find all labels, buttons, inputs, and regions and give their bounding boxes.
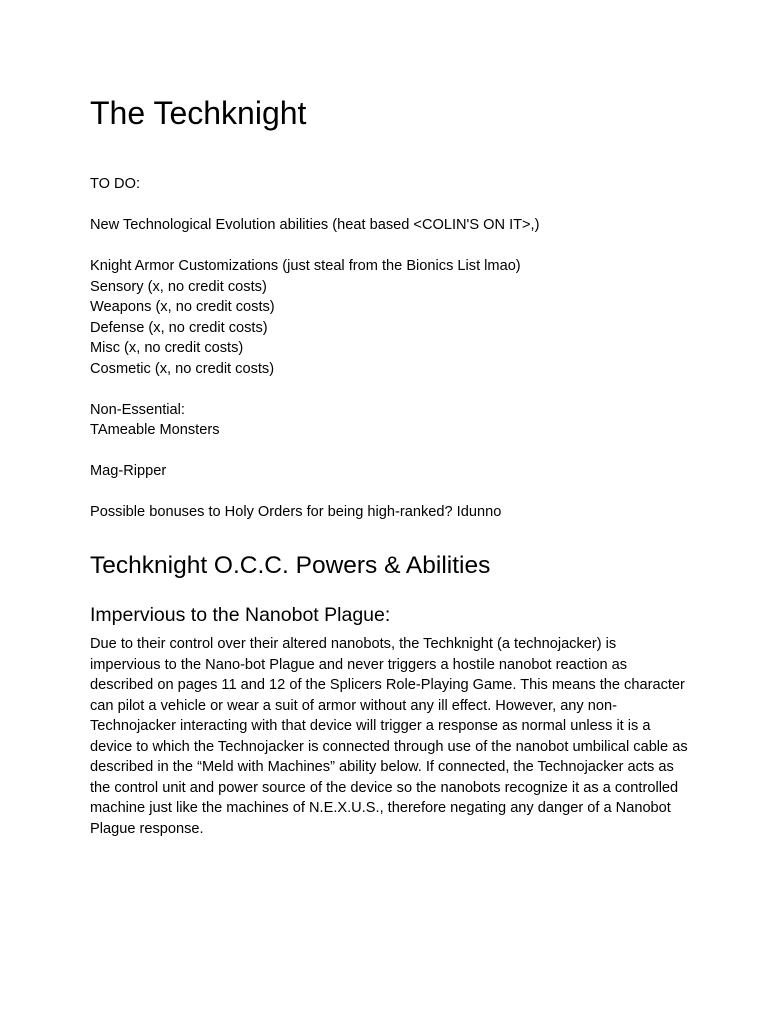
defense-line: Defense (x, no credit costs) bbox=[90, 319, 268, 336]
weapons-line: Weapons (x, no credit costs) bbox=[90, 299, 275, 315]
impervious-heading: Impervious to the Nanobot Plague: bbox=[90, 604, 391, 626]
todo-section bbox=[90, 174, 690, 523]
misc-line: Misc (x, no credit costs) bbox=[90, 340, 244, 356]
blank-line bbox=[90, 482, 690, 503]
blank-line bbox=[90, 195, 690, 216]
blank-line bbox=[90, 379, 690, 400]
todo-label: TO DO: bbox=[90, 176, 141, 192]
evolution-line: New Technological Evolution abilities (heat based <COLIN'S ON IT>,) bbox=[90, 217, 540, 233]
powers-heading: Techknight O.C.C. Powers & Abilities bbox=[90, 552, 491, 579]
holy-orders-bonuses-line: Possible bonuses to Holy Orders for being high-ranked? Idunno bbox=[90, 504, 502, 520]
armor-customizations-line: Knight Armor Customizations (just steal from the Bionics List lmao) bbox=[90, 258, 521, 274]
blank-line bbox=[90, 236, 690, 257]
mag-ripper-line: Mag-Ripper bbox=[90, 463, 167, 479]
sensory-line: Sensory (x, no credit costs) bbox=[90, 278, 267, 295]
cosmetic-line: Cosmetic (x, no credit costs) bbox=[90, 360, 275, 377]
impervious-paragraph: Due to their control over their altered nanobots, the Techknight (a technojacker) is impervious to the Nano-bot Plague and never triggers a hostile nanobot reaction as described on pages 11 and 12 of the Splicers Role-Playing Game. This means the character can pilot a vehicle or wear a suit of armor without any ill effect. However, any non-Technojacker interacting with that device will trigger a response as normal unless it is a device to which the Technojacker is connected through use of the nanobot umbilical cable as described in the “Meld with Machines” ability below. If connected, the Technojacker acts as the control unit and power source of the device so the nanobots recognize it as a controlled machine just like the machines of N.E.X.U.S., therefore negating any danger of a Nanobot Plague response. bbox=[90, 636, 688, 837]
document-title: The Techknight bbox=[90, 95, 307, 131]
non-essential-label: Non-Essential: bbox=[90, 401, 185, 418]
blank-line bbox=[90, 441, 690, 462]
tameable-monsters-line: TAmeable Monsters bbox=[90, 422, 220, 438]
